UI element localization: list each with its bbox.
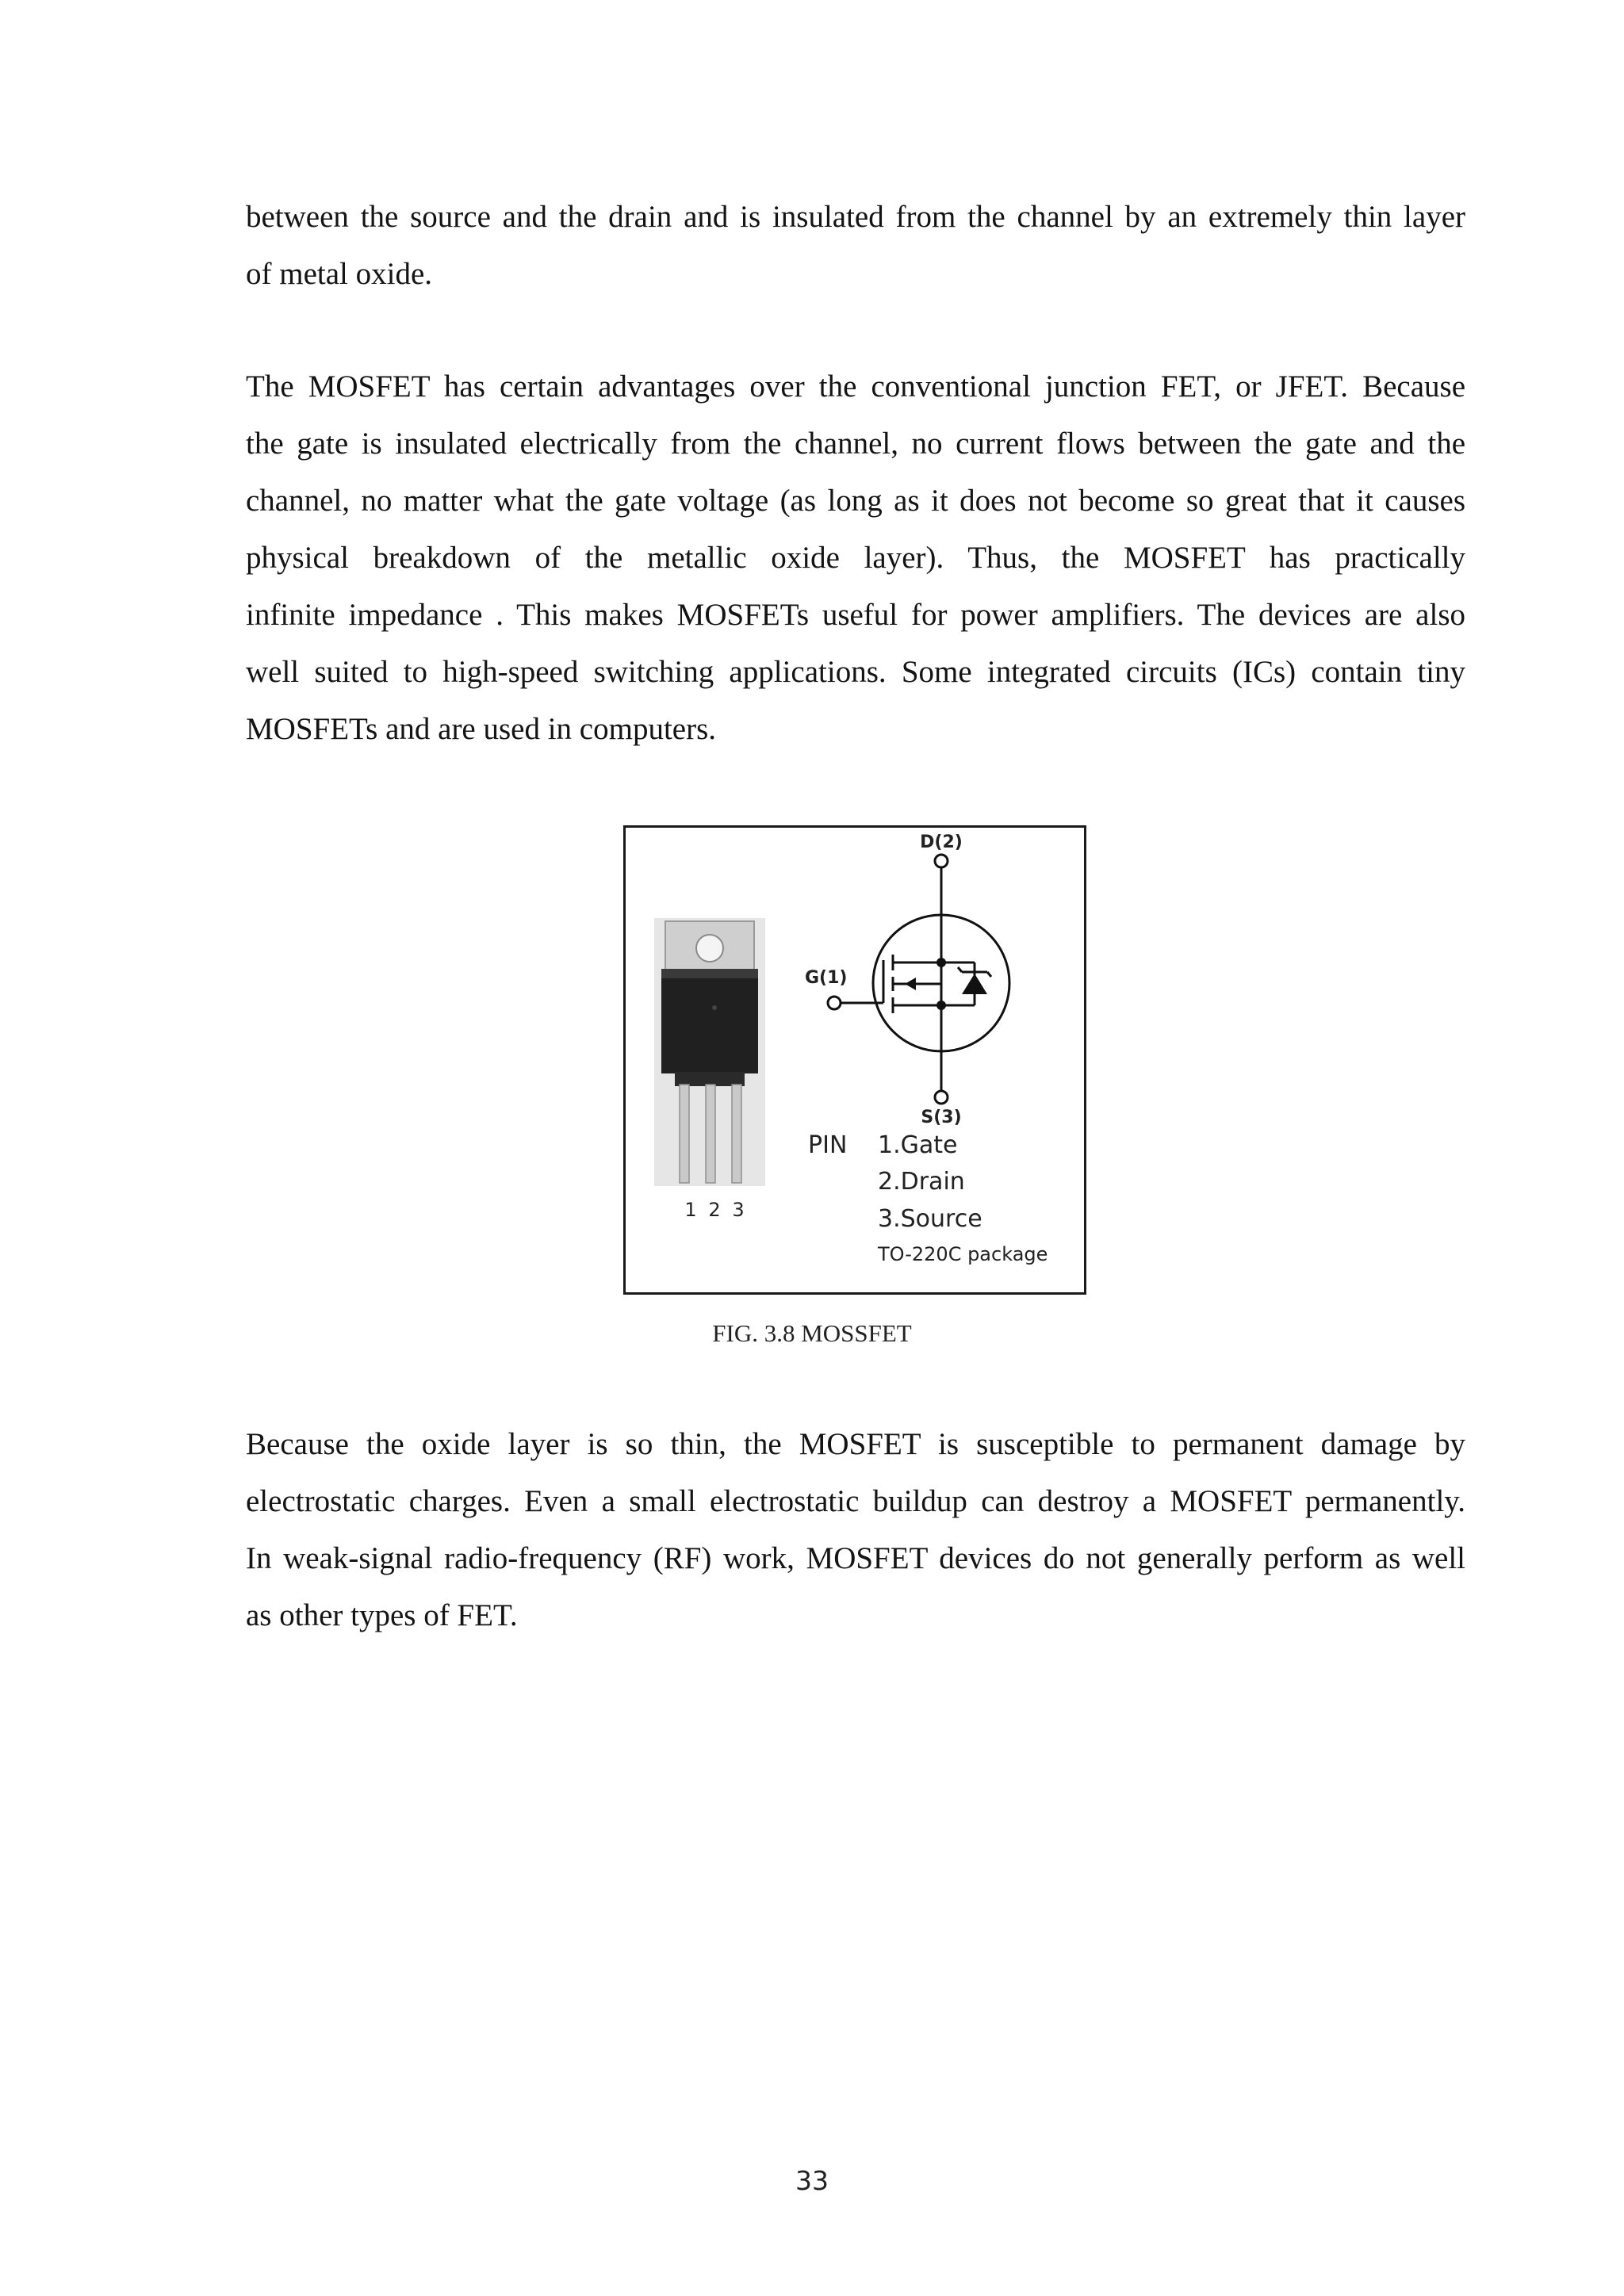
pin-number-label: 1 — [684, 1199, 697, 1221]
pin-source: 3.Source — [878, 1205, 982, 1233]
mosfet-symbol — [828, 855, 1009, 1104]
paragraph-line: physical breakdown of the metallic oxide layer). Thus, the MOSFET has practically — [246, 541, 1465, 575]
mosfet-figure-drawing — [626, 828, 1084, 1292]
pin-drain: 2.Drain — [878, 1168, 965, 1196]
paragraph-line: between the source and the drain and is insulated from the channel by an extremely thin layer — [246, 200, 1465, 234]
paragraph-line: channel, no matter what the gate voltage (as long as it does not become so great that it causes — [246, 484, 1465, 518]
paragraph-line: Because the oxide layer is so thin, the MOSFET is susceptible to permanent damage by — [246, 1427, 1465, 1461]
mosfet-figure — [623, 825, 1086, 1295]
figure-caption: FIG. 3.8 MOSSFET — [712, 1319, 912, 1347]
page-number: 33 — [795, 2165, 829, 2196]
paragraph-line: as other types of FET. — [246, 1598, 518, 1632]
package-label: TO-220C package — [878, 1243, 1048, 1265]
pin-gate: 1.Gate — [878, 1131, 958, 1159]
to220-package-image — [654, 918, 765, 1186]
pin-heading: PIN — [808, 1131, 848, 1159]
paragraph-line: MOSFETs and are used in computers. — [246, 712, 717, 746]
paragraph-line: infinite impedance . This makes MOSFETs useful for power amplifiers. The devices are also — [246, 598, 1465, 632]
paragraph-line: The MOSFET has certain advantages over the conventional junction FET, or JFET. Because — [246, 369, 1465, 404]
pin-number-label: 3 — [732, 1199, 745, 1221]
pin-number-label: 2 — [708, 1199, 721, 1221]
paragraph-3 — [246, 1416, 1465, 1644]
diode-icon — [962, 974, 987, 994]
paragraph-1 — [246, 189, 1465, 303]
paragraph-2 — [246, 358, 1465, 758]
paragraph-line: well suited to high-speed switching applications. Some integrated circuits (ICs) contain tiny — [246, 655, 1465, 689]
paragraph-line: In weak-signal radio-frequency (RF) work, MOSFET devices do not generally perform as well — [246, 1541, 1465, 1575]
drain-label: D(2) — [920, 832, 963, 852]
source-label: S(3) — [921, 1108, 962, 1127]
arrow-icon — [905, 978, 916, 990]
paragraph-line: the gate is insulated electrically from the channel, no current flows between the gate and the — [246, 427, 1465, 461]
paragraph-line: of metal oxide. — [246, 257, 433, 291]
gate-label: G(1) — [805, 968, 848, 988]
paragraph-line: electrostatic charges. Even a small electrostatic buildup can destroy a MOSFET permanently. — [246, 1484, 1465, 1518]
